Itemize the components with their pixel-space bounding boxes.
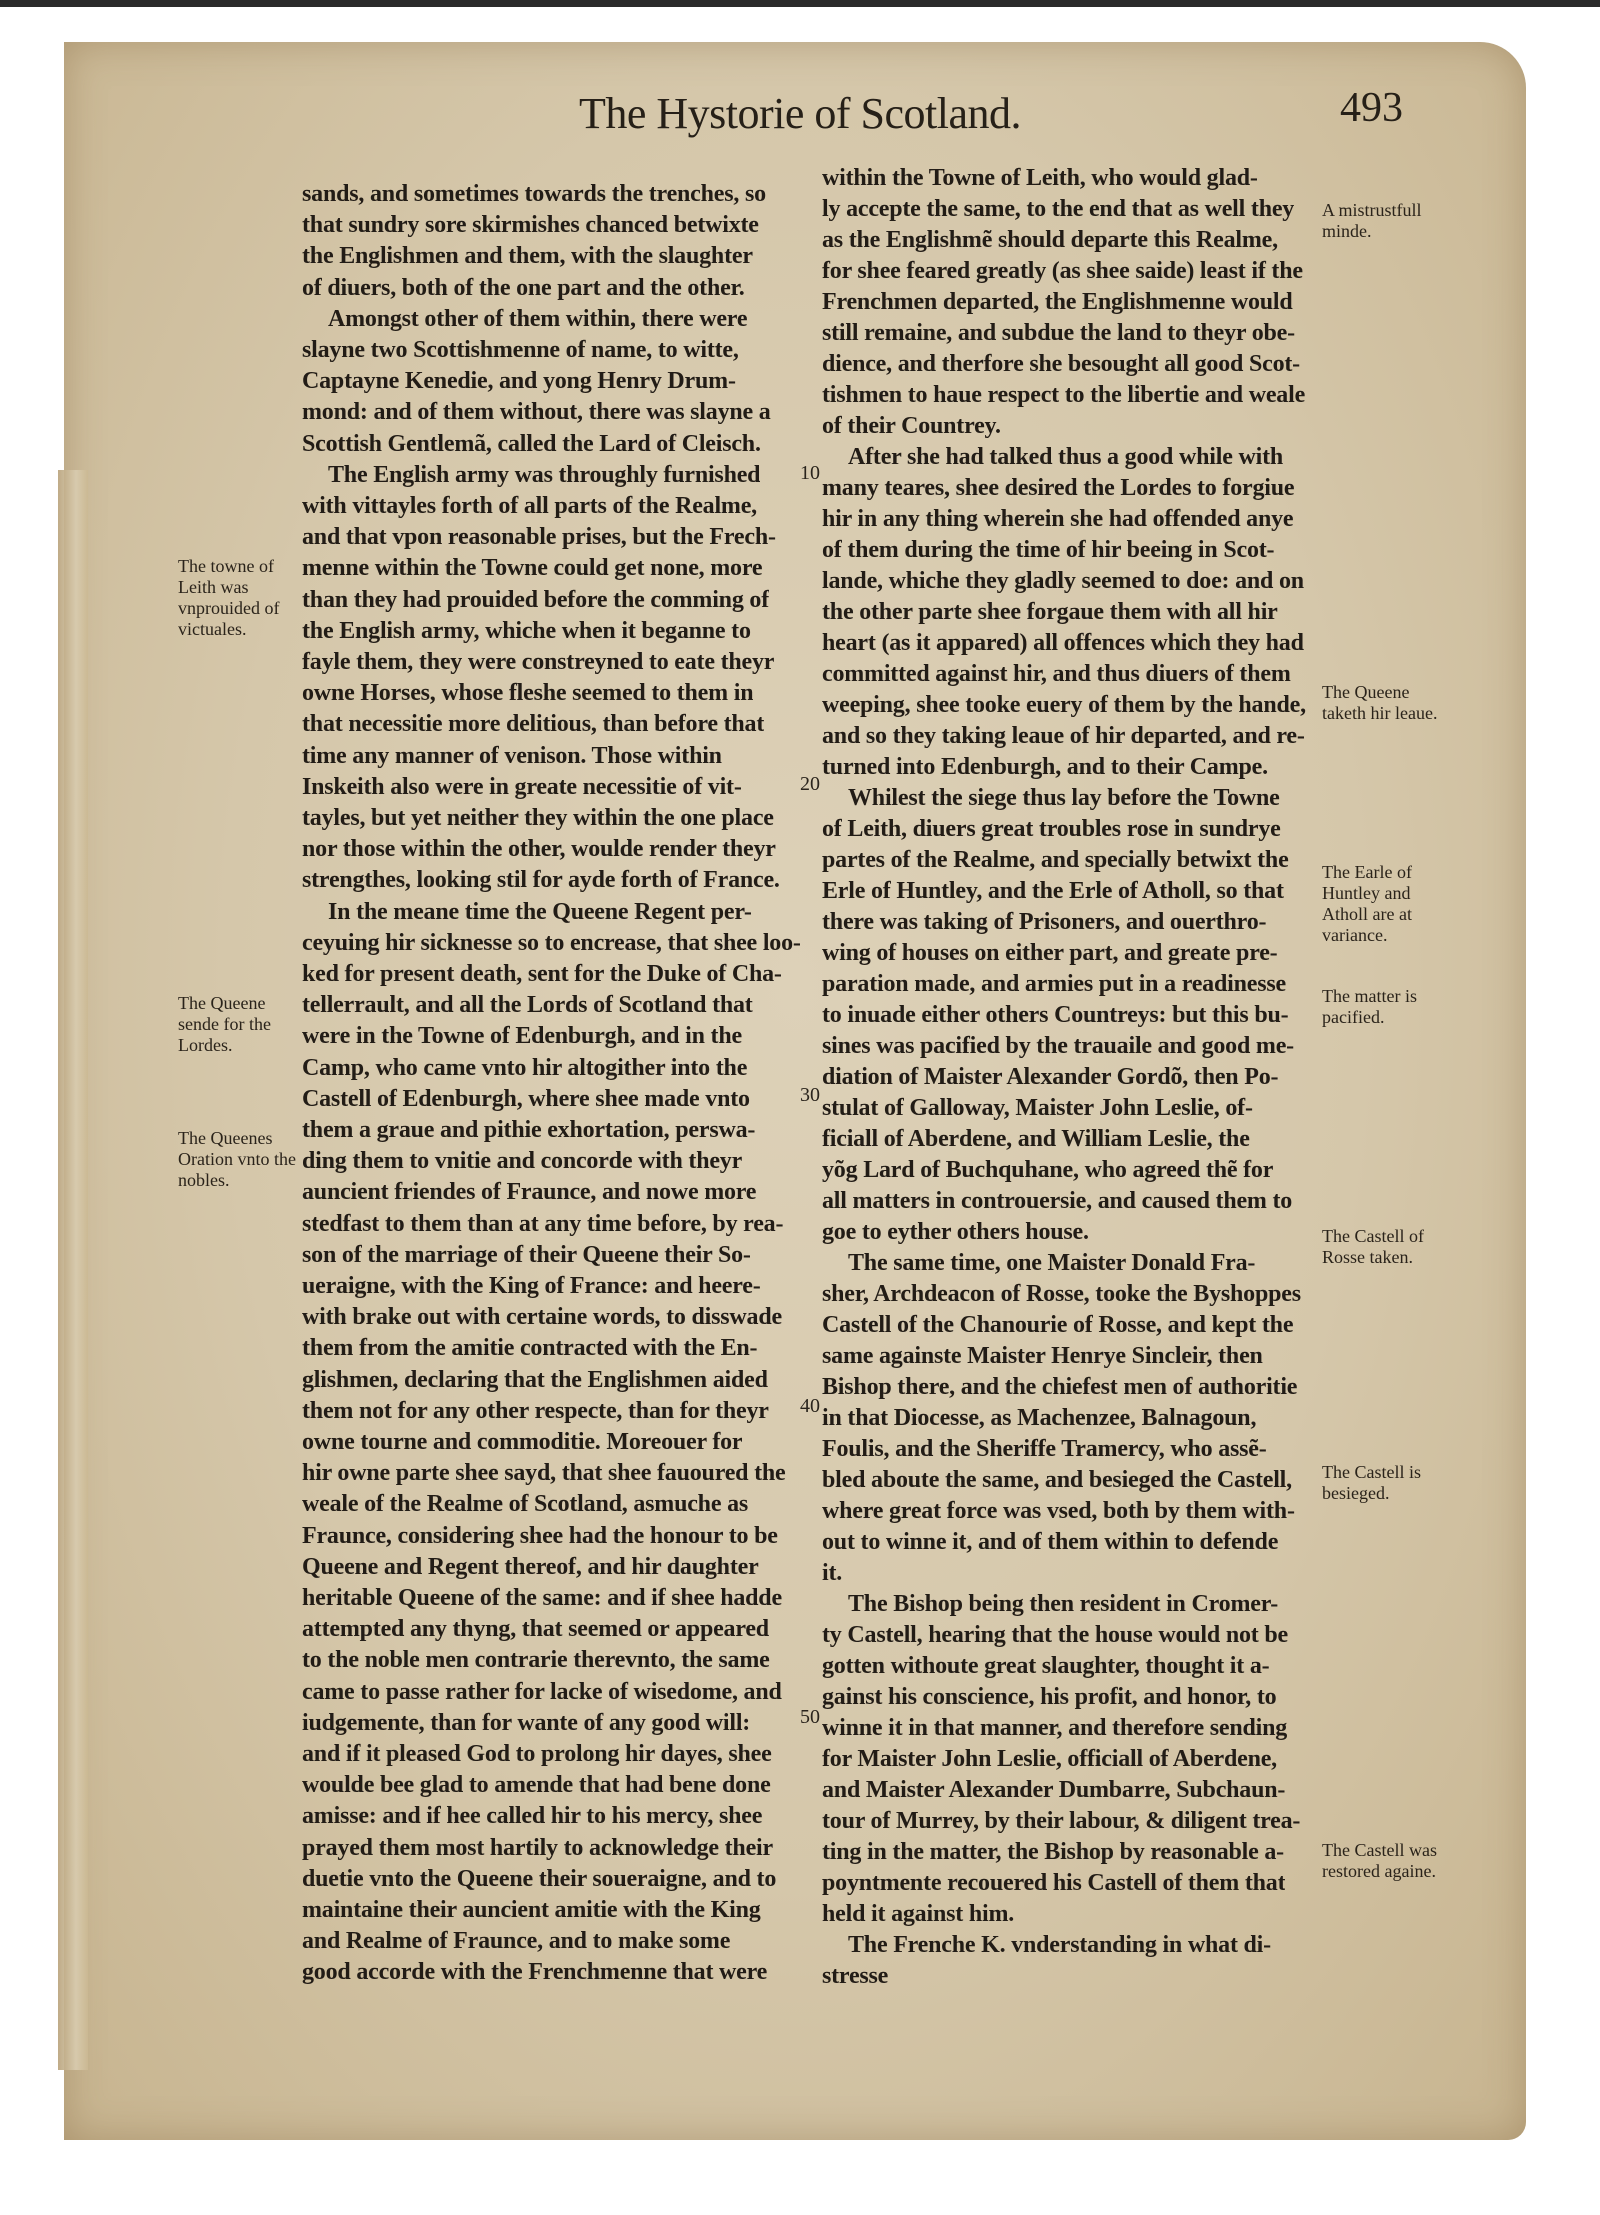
text-line: sher, Archdeacon of Rosse, tooke the Byshoppes — [822, 1281, 1301, 1307]
text-line: and if it pleased God to prolong hir dayes, shee — [302, 1741, 772, 1767]
text-line: ding them to vnitie and concorde with theyr — [302, 1148, 743, 1175]
text-line: the English army, whiche when it beganne to — [302, 617, 751, 644]
text-line: heart (as it appared) all offences which they had — [822, 630, 1304, 656]
text-line: sines was pacified by the trauaile and good me- — [822, 1033, 1294, 1059]
text-line: tayles, but yet neither they within the one place — [302, 805, 774, 831]
right-margin-note: The Castell of Rosse taken. — [1322, 1226, 1424, 1267]
text-line: Inskeith also were in greate necessitie of vit- — [302, 773, 742, 800]
text-line: heritable Queene of the same: and if shee hadde — [302, 1585, 782, 1611]
text-line: there was taking of Prisoners, and ouerthro- — [822, 909, 1267, 935]
text-line: of them during the time of hir beeing in Scot- — [822, 537, 1275, 563]
text-line: for Maister John Leslie, officiall of Aberdene, — [822, 1746, 1277, 1772]
text-line: strengthes, looking stil for ayde forth of France. — [302, 867, 780, 894]
line-number-marker: 10 — [800, 461, 820, 484]
text-line: of Leith, diuers great troubles rose in sundrye — [822, 816, 1281, 842]
text-line: where great force was vsed, both by them with- — [822, 1498, 1295, 1524]
text-line: gainst his conscience, his profit, and honor, to — [822, 1684, 1277, 1710]
catchword: stresse — [822, 1963, 889, 1989]
page-sheet — [64, 42, 1526, 2140]
text-line: Scottish Gentlemã, called the Lard of Cleisch. — [302, 430, 761, 457]
right-margin-note: The Earle of Huntley and Atholl are at variance. — [1322, 862, 1412, 945]
text-line: partes of the Realme, and specially betwixt the — [822, 847, 1289, 873]
text-line: Fraunce, considering shee had the honour to be — [302, 1522, 778, 1549]
text-line: committed against hir, and thus diuers of them — [822, 661, 1291, 687]
text-line: turned into Edenburgh, and to their Campe. — [822, 754, 1268, 780]
text-line: to inuade either others Countreys: but this bu- — [822, 1002, 1289, 1028]
text-line: maintaine their auncient amitie with the King — [302, 1897, 761, 1923]
text-line: diation of Maister Alexander Gordõ, then Po- — [822, 1064, 1279, 1090]
text-line: ficiall of Aberdene, and William Leslie, the — [822, 1126, 1250, 1152]
text-line: poyntmente recouered his Castell of them that — [822, 1870, 1286, 1896]
text-line: auncient friendes of Fraunce, and nowe more — [302, 1179, 757, 1206]
text-line: ceyuing hir sicknesse so to encrease, that shee loo- — [302, 929, 801, 956]
text-line: Amongst other of them within, there were — [328, 305, 748, 332]
text-line: nor those within the other, woulde render theyr — [302, 836, 776, 863]
text-line: that sundry sore skirmishes chanced betwixte — [302, 212, 759, 239]
text-line: and that vpon reasonable prises, but the Frech- — [302, 524, 776, 551]
text-line: winne it in that manner, and therefore sending — [822, 1715, 1288, 1741]
text-line: still remaine, and subdue the land to theyr obe- — [822, 320, 1295, 346]
text-line: tellerrault, and all the Lords of Scotland that — [302, 992, 753, 1019]
text-line: slayne two Scottishmenne of name, to witte, — [302, 337, 739, 363]
text-line: hir in any thing wherein she had offended anye — [822, 506, 1294, 532]
line-number-marker: 40 — [800, 1394, 820, 1417]
text-line: the other parte shee forgaue them with all hir — [822, 599, 1278, 625]
text-line: Frenchmen departed, the Englishmenne would — [822, 289, 1293, 315]
line-number-marker: 30 — [800, 1083, 820, 1106]
text-line: Castell of Edenburgh, where shee made vnto — [302, 1085, 750, 1112]
text-line: paration made, and armies put in a readinesse — [822, 971, 1286, 997]
text-line: woulde bee glad to amende that had bene done — [302, 1772, 771, 1799]
text-line: The English army was throughly furnished — [328, 461, 761, 488]
text-line: to the noble men contrarie therevnto, the same — [302, 1647, 770, 1674]
text-line: Camp, who came vnto hir altogither into the — [302, 1054, 748, 1081]
text-line: After she had talked thus a good while with — [848, 444, 1284, 470]
text-line: same againste Maister Henrye Sincleir, then — [822, 1343, 1263, 1369]
text-line: in that Diocesse, as Machenzee, Balnagoun, — [822, 1405, 1257, 1431]
text-line: good accorde with the Frenchmenne that were — [302, 1959, 768, 1986]
right-margin-note: The Queene taketh hir leaue. — [1322, 682, 1438, 723]
text-line: amisse: and if hee called hir to his mercy, shee — [302, 1803, 763, 1830]
text-line: many teares, shee desired the Lordes to forgiue — [822, 475, 1295, 501]
text-line: prayed them most hartily to acknowledge their — [302, 1834, 773, 1861]
text-line: for shee feared greatly (as shee saide) least if the — [822, 258, 1303, 284]
text-line: weeping, shee tooke euery of them by the hande, — [822, 692, 1306, 718]
text-line: Captayne Kenedie, and yong Henry Drum- — [302, 368, 736, 395]
line-number-marker: 50 — [800, 1705, 820, 1728]
text-line: and so they taking leaue of hir departed, and re- — [822, 723, 1305, 749]
text-line: lande, whiche they gladly seemed to doe: and on — [822, 568, 1304, 594]
text-line: In the meane time the Queene Regent per- — [328, 898, 752, 925]
page-number: 493 — [1340, 85, 1403, 131]
text-line: Erle of Huntley, and the Erle of Atholl, so that — [822, 878, 1284, 904]
text-line: ty Castell, hearing that the house would not be — [822, 1622, 1288, 1648]
text-line: came to passe rather for lacke of wisedome, and — [302, 1678, 782, 1705]
text-line: fayle them, they were constreyned to eate theyr — [302, 649, 775, 675]
text-line: with brake out with certaine words, to disswade — [302, 1304, 782, 1331]
binding-remnant-strip — [58, 470, 88, 2070]
text-line: weale of the Realme of Scotland, asmuche as — [302, 1491, 749, 1518]
text-line: goe to eyther others house. — [822, 1219, 1089, 1245]
left-margin-note: The towne of Leith was vnprouided of victuales. — [178, 556, 280, 639]
text-line: sands, and sometimes towards the trenches, so — [302, 181, 766, 207]
right-margin-note: The Castell was restored againe. — [1322, 1840, 1437, 1881]
text-line: the Englishmen and them, with the slaughter — [302, 243, 753, 270]
text-line: ly accepte the same, to the end that as well they — [822, 196, 1295, 222]
text-line: Whilest the siege thus lay before the Towne — [848, 785, 1280, 811]
text-line: owne tourne and commoditie. Moreouer for — [302, 1429, 743, 1455]
text-line: held it against him. — [822, 1901, 1015, 1927]
text-line: it. — [822, 1560, 843, 1586]
text-line: with vittayles forth of all parts of the Realme, — [302, 493, 757, 519]
text-line: yõg Lard of Buchquhane, who agreed thẽ for — [822, 1157, 1274, 1183]
right-margin-note: The matter is pacified. — [1322, 986, 1417, 1027]
text-line: as the Englishmẽ should departe this Realme, — [822, 227, 1278, 253]
text-line: of their Countrey. — [822, 413, 1001, 439]
text-line: ting in the matter, the Bishop by reasonable a- — [822, 1839, 1284, 1865]
text-line: owne Horses, whose fleshe seemed to them in — [302, 680, 754, 707]
text-line: menne within the Towne could get none, more — [302, 555, 763, 582]
text-line: all matters in controuersie, and caused them to — [822, 1188, 1293, 1214]
text-line: and Maister Alexander Dumbarre, Subchaun- — [822, 1777, 1286, 1803]
right-margin-note: A mistrustfull minde. — [1322, 200, 1422, 241]
text-line: of diuers, both of the one part and the other. — [302, 274, 745, 301]
left-margin-note: The Queene sende for the Lordes. — [178, 993, 271, 1055]
text-line: hir owne parte shee sayd, that shee fauoured the — [302, 1460, 786, 1487]
text-line: Queene and Regent thereof, and hir daughter — [302, 1553, 759, 1580]
text-line: ueraigne, with the King of France: and heere- — [302, 1273, 761, 1299]
text-line: tour of Murrey, by their labour, & diligent trea- — [822, 1808, 1301, 1834]
text-line: duetie vnto the Queene their soueraigne, and to — [302, 1865, 777, 1892]
text-line: dience, and therfore she besought all good Scot- — [822, 351, 1300, 377]
text-line: Bishop there, and the chiefest men of authoritie — [822, 1374, 1298, 1400]
left-margin-note: The Queenes Oration vnto the nobles. — [178, 1128, 296, 1190]
text-line: them a graue and pithie exhortation, perswa- — [302, 1117, 756, 1143]
scan-top-edge — [0, 0, 1600, 7]
running-header-title: The Hystorie of Scotland. — [578, 89, 1022, 138]
text-line: that necessitie more delitious, than before that — [302, 711, 765, 738]
text-line: Castell of the Chanourie of Rosse, and kept the — [822, 1312, 1294, 1338]
text-line: time any manner of venison. Those within — [302, 742, 722, 769]
text-line: iudgemente, than for wante of any good will: — [302, 1709, 751, 1736]
text-line: ked for present death, sent for the Duke of Cha- — [302, 961, 782, 987]
text-line: than they had prouided before the comming of — [302, 586, 770, 613]
text-line: stedfast to them than at any time before, by rea- — [302, 1210, 784, 1237]
text-line: stulat of Galloway, Maister John Leslie, of- — [822, 1095, 1253, 1121]
text-line: tishmen to haue respect to the libertie and weale — [822, 382, 1306, 408]
text-line: bled aboute the same, and besieged the Castell, — [822, 1467, 1292, 1493]
text-line: The Frenche K. vnderstanding in what di- — [848, 1932, 1271, 1958]
text-line: and Realme of Fraunce, and to make some — [302, 1928, 731, 1955]
text-line: attempted any thyng, that seemed or appeared — [302, 1616, 769, 1643]
text-line: son of the marriage of their Queene their So- — [302, 1241, 751, 1268]
text-line: gotten withoute great slaughter, thought it a- — [822, 1653, 1270, 1679]
text-line: them from the amitie contracted with the En- — [302, 1335, 758, 1362]
text-line: within the Towne of Leith, who would glad- — [822, 165, 1258, 191]
text-line: Foulis, and the Sheriffe Tramercy, who assẽ- — [822, 1436, 1267, 1462]
text-line: wing of houses on either part, and greate pre- — [822, 940, 1278, 966]
right-margin-note: The Castell is besieged. — [1322, 1462, 1421, 1503]
text-line: The Bishop being then resident in Cromer- — [848, 1591, 1279, 1617]
text-line: out to winne it, and of them within to defende — [822, 1529, 1279, 1555]
text-line: them not for any other respecte, than for theyr — [302, 1397, 769, 1424]
text-line: glishmen, declaring that the Englishmen aided — [302, 1366, 768, 1393]
text-line: mond: and of them without, there was slayne a — [302, 399, 771, 426]
text-line: were in the Towne of Edenburgh, and in the — [302, 1023, 742, 1050]
text-line: The same time, one Maister Donald Fra- — [848, 1250, 1256, 1276]
line-number-marker: 20 — [800, 772, 820, 795]
